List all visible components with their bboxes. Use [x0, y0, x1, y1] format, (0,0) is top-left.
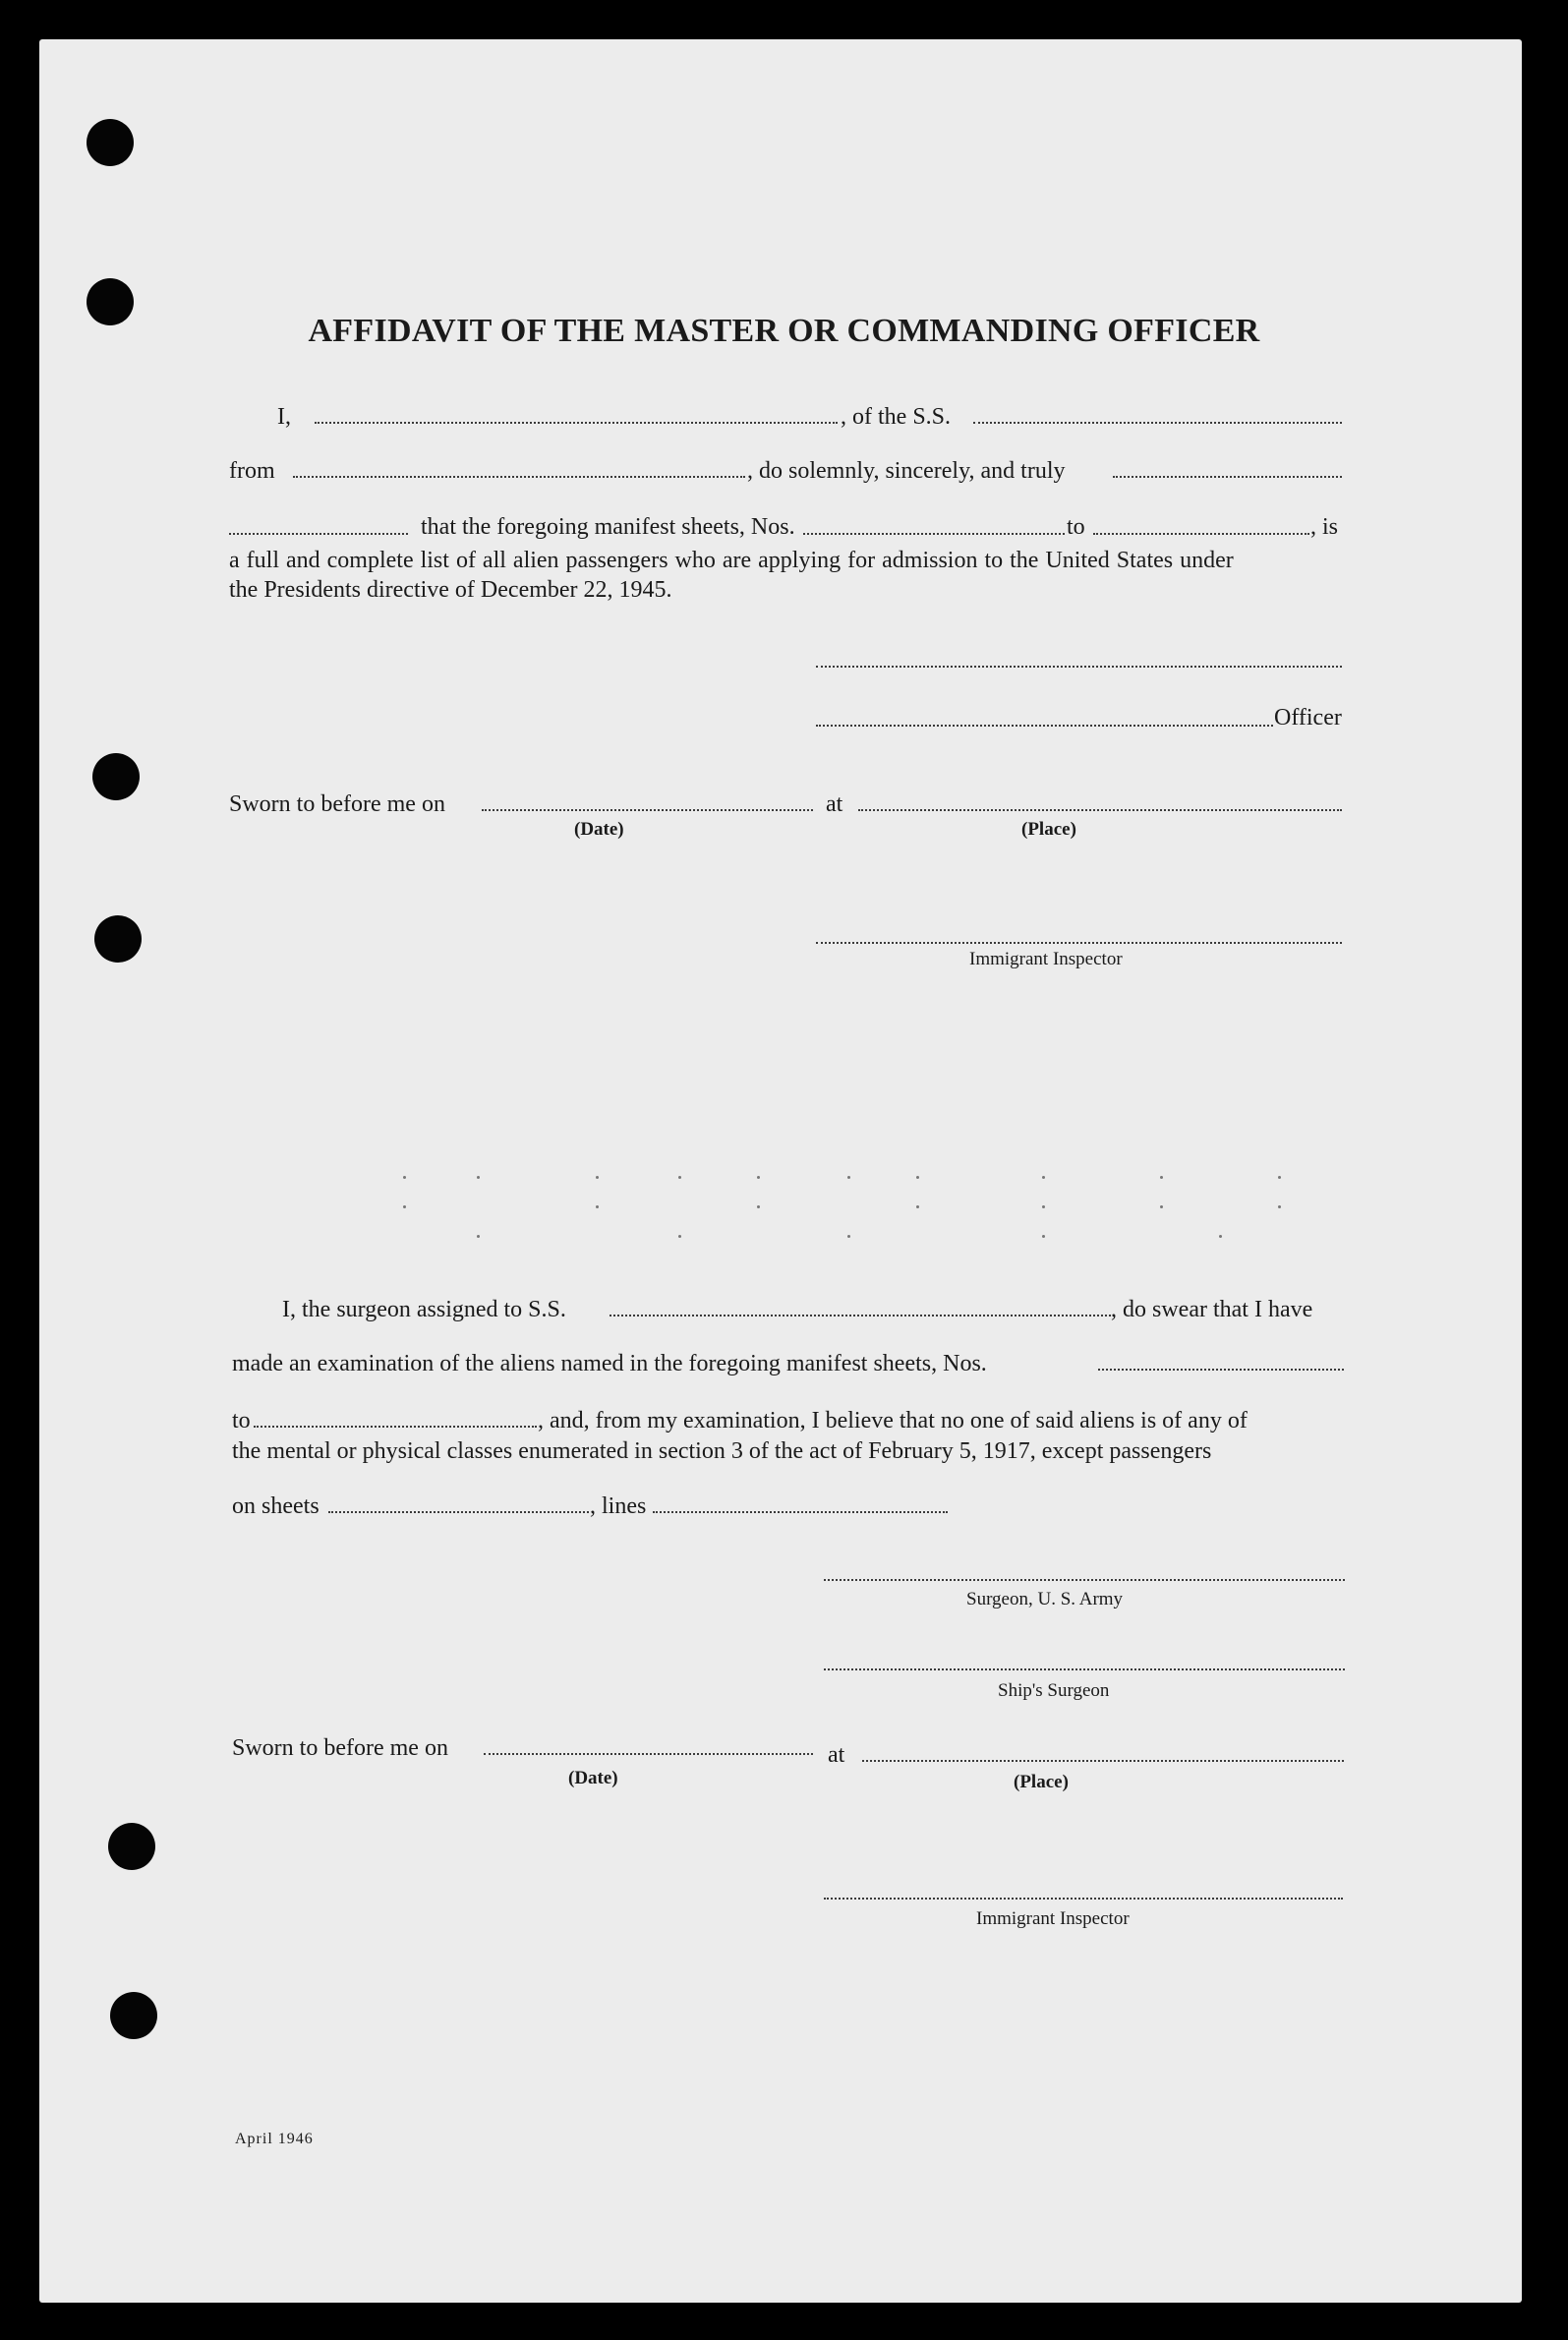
surgeon-nos-field[interactable]: [1098, 1369, 1344, 1371]
surgeon-ship-field[interactable]: [610, 1315, 1111, 1316]
surgeon-line5-sheets: on sheets: [232, 1493, 319, 1519]
surgeon-sheets-field[interactable]: [328, 1511, 589, 1513]
master-sworn-label: Sworn to before me on: [229, 791, 445, 817]
master-line2-from: from: [229, 458, 275, 484]
punch-hole: [92, 753, 140, 800]
surgeon-inspector-caption: Immigrant Inspector: [976, 1908, 1130, 1929]
punch-hole: [110, 1992, 157, 2039]
surgeon-line2: made an examination of the aliens named in the foregoing manifest sheets, Nos.: [232, 1351, 987, 1376]
punch-hole: [108, 1823, 155, 1870]
surgeon-line3-to: to: [232, 1408, 251, 1433]
punch-hole: [94, 915, 142, 963]
master-inspector-signature-field[interactable]: [816, 942, 1342, 944]
surgeon-inspector-signature-field[interactable]: [824, 1898, 1343, 1900]
army-surgeon-caption: Surgeon, U. S. Army: [966, 1589, 1124, 1609]
master-sworn-place-field[interactable]: [858, 809, 1342, 811]
surgeon-place-caption: (Place): [1014, 1772, 1069, 1792]
ship-surgeon-caption: Ship's Surgeon: [998, 1680, 1110, 1701]
surgeon-sworn-date-field[interactable]: [484, 1753, 813, 1755]
surgeon-sworn-label: Sworn to before me on: [232, 1735, 448, 1761]
master-ship-field[interactable]: [973, 422, 1342, 424]
master-date-caption: (Date): [574, 819, 624, 840]
surgeon-date-caption: (Date): [568, 1768, 618, 1788]
master-line1-prefix: I,: [277, 404, 291, 430]
master-signature-field[interactable]: [816, 666, 1342, 668]
master-from-field[interactable]: [293, 476, 745, 478]
ship-surgeon-signature-field[interactable]: [824, 1668, 1345, 1670]
master-line5: the Presidents directive of December 22, 1945.: [229, 577, 672, 603]
surgeon-line3-text: , and, from my examination, I believe that no one of said aliens is of any of: [538, 1408, 1248, 1433]
master-oath-field[interactable]: [229, 533, 408, 535]
master-name-field[interactable]: [315, 422, 838, 424]
page-title: AFFIDAVIT OF THE MASTER OR COMMANDING OFFICER: [308, 313, 1260, 349]
punch-hole: [87, 119, 134, 166]
surgeon-line4: the mental or physical classes enumerated in section 3 of the act of February 5, 1917, except passengers: [232, 1438, 1212, 1464]
surgeon-nos-to-field[interactable]: [254, 1426, 537, 1428]
master-sworn-date-field[interactable]: [482, 809, 813, 811]
surgeon-sworn-place-field[interactable]: [862, 1760, 1344, 1762]
master-nos-from-field[interactable]: [803, 533, 1065, 535]
master-line2-text: , do solemnly, sincerely, and truly: [747, 458, 1066, 484]
surgeon-lines-field[interactable]: [653, 1511, 948, 1513]
form-sheet: [39, 39, 1522, 2303]
master-line3-text: that the foregoing manifest sheets, Nos.: [421, 514, 795, 540]
surgeon-line5-lines: , lines: [590, 1493, 647, 1519]
master-truly-field[interactable]: [1113, 476, 1342, 478]
surgeon-sworn-at: at: [828, 1742, 845, 1768]
master-place-caption: (Place): [1021, 819, 1076, 840]
master-line3-is: , is: [1310, 514, 1339, 540]
officer-label: Officer: [1274, 705, 1342, 731]
form-date-footer: April 1946: [235, 2131, 314, 2147]
master-inspector-caption: Immigrant Inspector: [969, 949, 1123, 969]
surgeon-line1-prefix: I, the surgeon assigned to S.S.: [282, 1297, 566, 1322]
master-line4: a full and complete list of all alien passengers who are applying for admission to the United States under: [229, 548, 1234, 573]
master-nos-to-field[interactable]: [1093, 533, 1309, 535]
army-surgeon-signature-field[interactable]: [824, 1579, 1345, 1581]
surgeon-line1-suffix: , do swear that I have: [1111, 1297, 1313, 1322]
master-line1-ship-label: , of the S.S.: [841, 404, 952, 430]
master-line3-to: to: [1067, 514, 1085, 540]
master-sworn-at: at: [826, 791, 843, 817]
officer-signature-field[interactable]: [816, 725, 1273, 727]
